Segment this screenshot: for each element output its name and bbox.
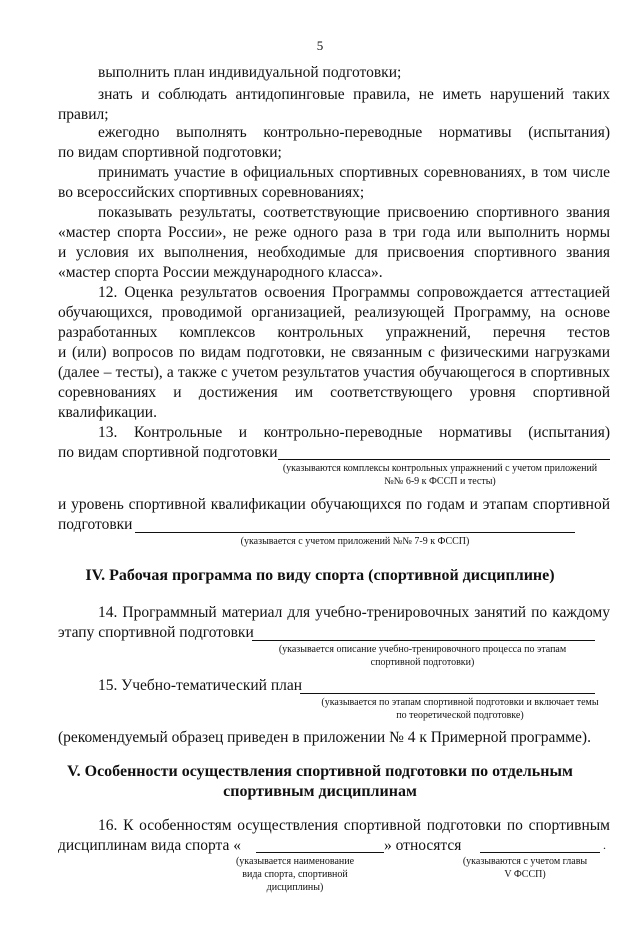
fill-line (252, 640, 595, 641)
paragraph-16-line: 16. К особенностям осуществления спортивной подготовки по спортивным (98, 817, 610, 834)
requirement-item-continuation: во всероссийских спортивных соревнованиях; (58, 184, 365, 201)
field-caption: вида спорта, спортивной (242, 869, 348, 880)
requirement-item: ежегодно выполнять контрольно-переводные нормативы (испытания) (98, 124, 610, 141)
requirement-item-continuation: правил; (58, 106, 109, 123)
paragraph-12-line: (далее – тесты), а также с учетом результатов участия обучающегося в спортивных (58, 364, 610, 381)
requirement-item-continuation: «мастер спорта России международного класса». (58, 264, 383, 281)
requirement-item-continuation: «мастер спорта России», не реже одного раза в три года или выполнить нормы (58, 224, 610, 241)
fill-line (135, 532, 575, 533)
fill-line (256, 852, 384, 853)
field-caption: (указываются комплексы контрольных упражнений с учетом приложений (282, 463, 598, 474)
paragraph-13-line: 13. Контрольные и контрольно-переводные нормативы (испытания) (98, 424, 610, 441)
paragraph-12-line: разработанных комплексов контрольных упражнений, перечня тестов (58, 324, 610, 341)
section-heading: спортивным дисциплинам (223, 783, 417, 800)
paragraph-13-line: подготовки (58, 516, 133, 533)
field-caption: (указывается по этапам спортивной подготовки и включает темы (321, 697, 599, 708)
section-heading: V. Особенности осуществления спортивной подготовки по отдельным (67, 763, 573, 780)
paragraph-13-line: по видам спортивной подготовки (58, 444, 278, 461)
field-caption: по теоретической подготовке) (396, 710, 524, 721)
field-caption: (указывается описание учебно-тренировочного процесса по этапам (278, 644, 567, 655)
paragraph-14-line: этапу спортивной подготовки (58, 624, 254, 641)
paragraph-12-line: соревнованиях и достижения им соответствующего уровня спортивной (58, 384, 610, 401)
fill-line (480, 852, 600, 853)
paragraph-12-line: 12. Оценка результатов освоения Программы сопровождается аттестацией (98, 284, 610, 301)
page-number: 5 (316, 38, 324, 53)
field-caption: V ФССП) (504, 869, 546, 880)
paragraph-12-line: и (или) вопросов по видам подготовки, не связанным с физическими нагрузками (58, 344, 610, 361)
field-caption: №№ 6-9 к ФССП и тесты) (384, 476, 496, 487)
period-mark: . (603, 838, 606, 852)
requirement-item: знать и соблюдать антидопинговые правила, не иметь нарушений таких (98, 86, 610, 103)
paragraph-15-line: (рекомендуемый образец приведен в приложении № 4 к Примерной программе). (58, 729, 591, 746)
requirement-item: показывать результаты, соответствующие присвоению спортивного звания (98, 204, 610, 221)
paragraph-14-line: 14. Программный материал для учебно-тренировочных занятий по каждому (98, 604, 610, 621)
paragraph-13-line: и уровень спортивной квалификации обучающихся по годам и этапам спортивной (58, 496, 610, 513)
requirement-item-continuation: и условия их выполнения, необходимые для присвоения спортивного звания (58, 244, 610, 261)
paragraph-16-line: дисциплинам вида спорта « (58, 837, 242, 854)
paragraph-15-line: 15. Учебно-тематический план (98, 677, 303, 694)
requirement-item: выполнить план индивидуальной подготовки; (98, 64, 402, 81)
field-caption: (указываются с учетом главы (462, 856, 588, 867)
paragraph-12-line: квалификации. (58, 404, 157, 421)
requirement-item-continuation: по видам спортивной подготовки; (58, 144, 282, 161)
fill-line (278, 459, 610, 460)
section-heading: IV. Рабочая программа по виду спорта (спортивной дисциплине) (85, 567, 555, 584)
requirement-item: принимать участие в официальных спортивных соревнованиях, в том числе (98, 164, 610, 181)
field-caption: (указывается с учетом приложений №№ 7-9 к ФССП) (240, 536, 470, 547)
field-caption: дисциплины) (266, 882, 324, 893)
field-caption: спортивной подготовки) (370, 657, 475, 668)
field-caption: (указывается наименование (235, 856, 355, 867)
fill-line (300, 693, 595, 694)
paragraph-16-line: » относятся (384, 837, 462, 854)
paragraph-12-line: обучающихся, проводимой организацией, реализующей Программу, на основе (58, 304, 610, 321)
